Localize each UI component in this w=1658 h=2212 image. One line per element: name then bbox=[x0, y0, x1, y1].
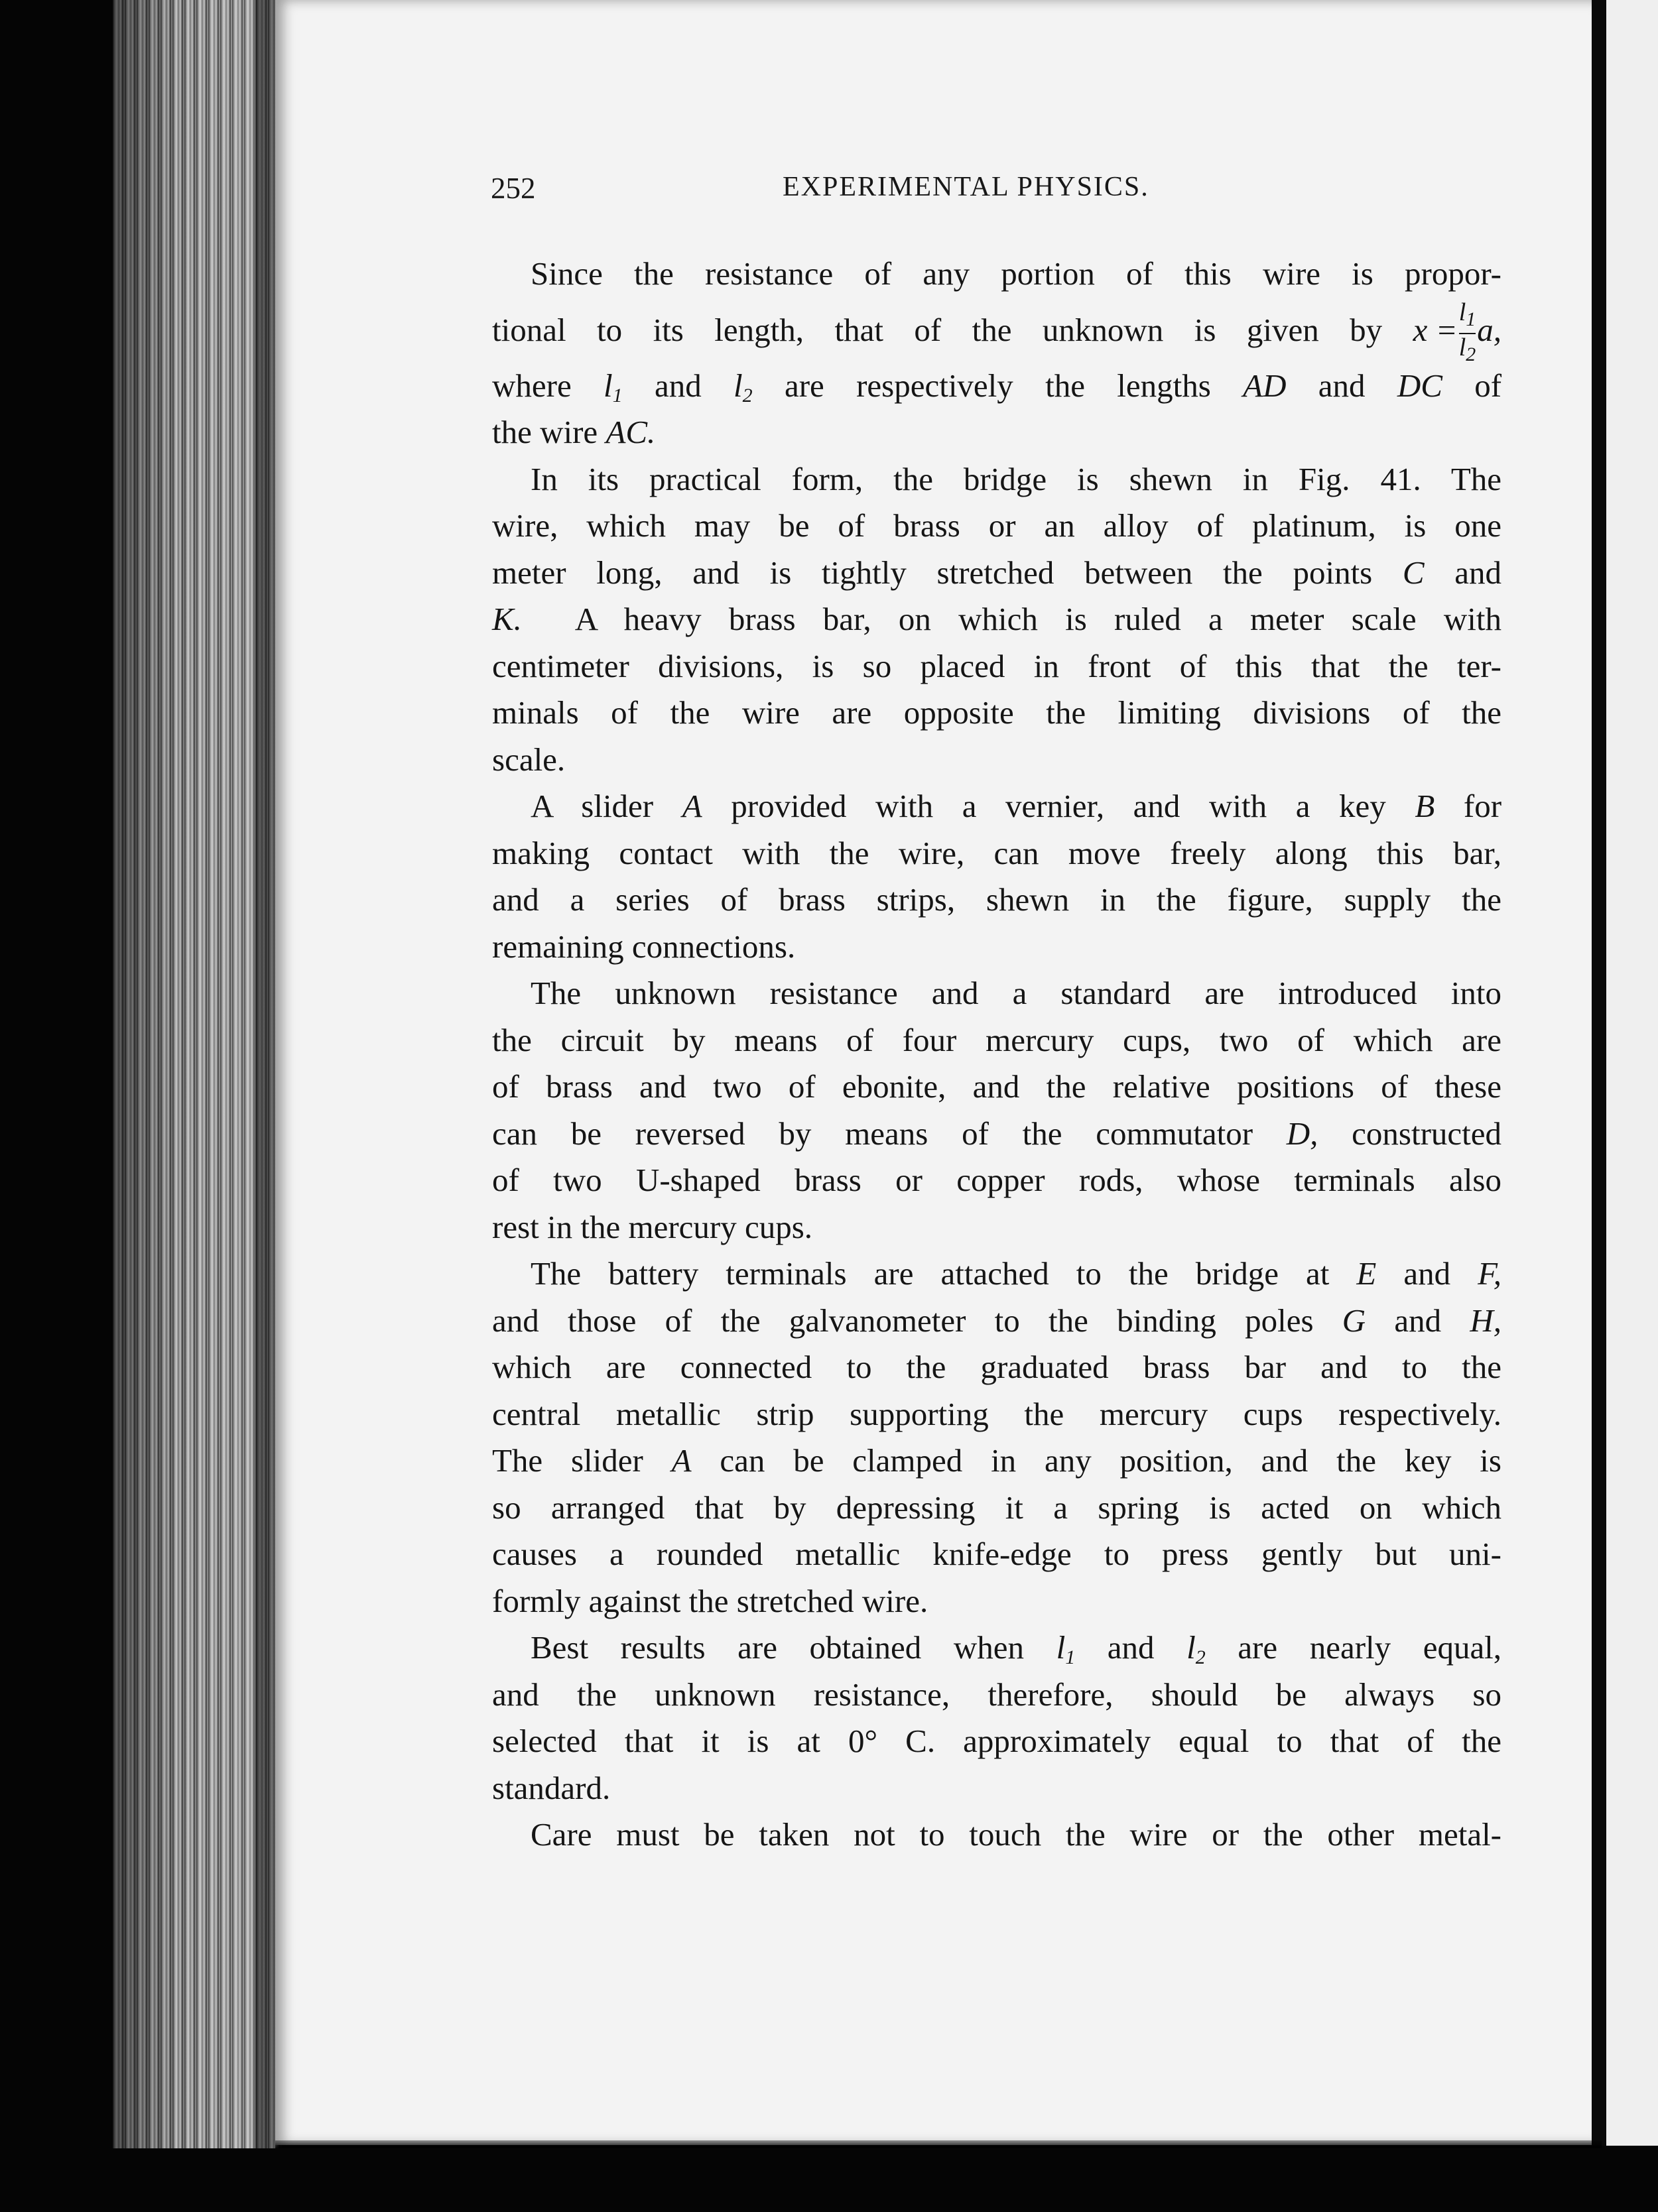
var-l2 bbox=[733, 367, 753, 404]
text-line bbox=[492, 596, 1501, 643]
formula-lhs: x = bbox=[1413, 312, 1458, 349]
text-line: In its practical form, the bridge is shewn in Fig. 41. The bbox=[531, 460, 1501, 497]
running-title: EXPERIMENTAL PHYSICS. bbox=[783, 172, 1149, 202]
text-line: central metallic strip supporting the mercury cups respectively. bbox=[492, 1395, 1501, 1432]
text-line: so arranged that by depressing it a spring is acted on which bbox=[492, 1489, 1501, 1526]
text-segment: the wire bbox=[492, 414, 598, 450]
var-d: D, bbox=[1286, 1115, 1318, 1152]
text-segment: A heavy brass bar, on which is ruled a meter scale with bbox=[574, 601, 1502, 637]
text-line bbox=[492, 1298, 1501, 1345]
text-segment: and those of the galvanometer to the binding poles bbox=[492, 1302, 1314, 1339]
text-segment: tional to its length, that of the unknown is given by bbox=[492, 311, 1383, 348]
text-line bbox=[492, 409, 1501, 456]
text-segment: for bbox=[1463, 788, 1502, 824]
text-segment: and bbox=[1403, 1255, 1451, 1292]
page-gutter bbox=[1592, 0, 1606, 2146]
var-a: A bbox=[671, 1442, 692, 1479]
text-line bbox=[492, 1251, 1501, 1298]
var-e: E bbox=[1356, 1255, 1377, 1292]
text-segment: Best results are obtained when bbox=[531, 1629, 1024, 1666]
var-ad: AD bbox=[1243, 367, 1287, 404]
text-segment: and bbox=[1107, 1629, 1155, 1666]
denominator-var: l bbox=[1458, 334, 1466, 362]
text-line: standard. bbox=[492, 1769, 611, 1806]
page-number: 252 bbox=[491, 172, 536, 205]
text-line: formly against the stretched wire. bbox=[492, 1582, 928, 1619]
text-segment: and bbox=[1454, 554, 1502, 591]
fraction-numerator bbox=[1459, 299, 1476, 334]
text-line-with-formula bbox=[492, 298, 1501, 366]
var-b: B bbox=[1415, 788, 1435, 824]
text-segment: of bbox=[1474, 367, 1502, 404]
text-line: remaining connections. bbox=[492, 928, 796, 965]
next-page-edge bbox=[1606, 0, 1658, 2146]
text-segment: The battery terminals are attached to the bridge at bbox=[531, 1255, 1330, 1292]
text-line: and a series of brass strips, shewn in the figure, supply the bbox=[492, 881, 1501, 918]
var: l bbox=[604, 367, 613, 404]
var-l2 bbox=[1186, 1629, 1206, 1666]
var-ac: AC. bbox=[606, 414, 656, 450]
running-head bbox=[491, 171, 1499, 217]
text-segment: constructed bbox=[1352, 1115, 1502, 1152]
var-sub: 2 bbox=[1195, 1646, 1206, 1668]
var-dc: DC bbox=[1397, 367, 1442, 404]
text-line: of two U-shaped brass or copper rods, whose terminals also bbox=[492, 1162, 1501, 1198]
var: l bbox=[1186, 1629, 1196, 1666]
text-line: minals of the wire are opposite the limiting divisions of the bbox=[492, 694, 1501, 731]
text-segment: and bbox=[1394, 1302, 1442, 1339]
body-text bbox=[492, 251, 1501, 1859]
text-segment: where bbox=[492, 367, 572, 404]
var: l bbox=[1056, 1629, 1066, 1666]
text-line bbox=[492, 1111, 1501, 1158]
text-line: Care must be taken not to touch the wire or the other metal- bbox=[531, 1816, 1501, 1853]
var-l1 bbox=[604, 367, 623, 404]
text-line: rest in the mercury cups. bbox=[492, 1208, 813, 1245]
var-sub: 2 bbox=[742, 384, 753, 406]
text-segment: are nearly equal, bbox=[1238, 1629, 1502, 1666]
text-segment: The slider bbox=[492, 1442, 643, 1479]
text-line bbox=[492, 783, 1501, 830]
formula-rhs: a, bbox=[1477, 312, 1501, 349]
var-sub: 1 bbox=[1065, 1646, 1076, 1668]
text-line bbox=[492, 550, 1501, 597]
text-line: making contact with the wire, can move freely along this bar, bbox=[492, 834, 1501, 871]
text-line: which are connected to the graduated brass bar and to the bbox=[492, 1349, 1501, 1385]
text-line bbox=[492, 1438, 1501, 1485]
text-segment: and bbox=[654, 367, 702, 404]
text-line bbox=[492, 363, 1501, 410]
text-line: of brass and two of ebonite, and the relative positions of these bbox=[492, 1068, 1501, 1105]
text-segment: and bbox=[1318, 367, 1366, 404]
text-line: the circuit by means of four mercury cups, two of which are bbox=[492, 1021, 1501, 1058]
var-f: F, bbox=[1478, 1255, 1501, 1292]
text-line: wire, which may be of brass or an alloy of platinum, is one bbox=[492, 507, 1501, 544]
var-a: A bbox=[682, 788, 702, 824]
text-segment: meter long, and is tightly stretched between the points bbox=[492, 554, 1373, 591]
formula-fraction bbox=[1459, 299, 1476, 368]
resistance-formula bbox=[1413, 298, 1501, 368]
text-line: Since the resistance of any portion of this wire is propor- bbox=[531, 255, 1501, 292]
text-line bbox=[492, 1625, 1501, 1672]
page-bottom-shadow bbox=[275, 2140, 1602, 2148]
text-segment: are respectively the lengths bbox=[784, 367, 1211, 404]
text-segment: can be reversed by means of the commutator bbox=[492, 1115, 1253, 1152]
var-h: H, bbox=[1470, 1302, 1501, 1339]
text-line: scale. bbox=[492, 741, 566, 778]
var-l1 bbox=[1056, 1629, 1076, 1666]
var: l bbox=[733, 367, 743, 404]
var-g: G bbox=[1342, 1302, 1366, 1339]
numerator-sub: 1 bbox=[1466, 308, 1476, 331]
var-sub: 1 bbox=[612, 384, 623, 406]
text-line: and the unknown resistance, therefore, should be always so bbox=[492, 1676, 1501, 1713]
numerator-var: l bbox=[1458, 298, 1466, 327]
text-line: The unknown resistance and a standard are introduced into bbox=[531, 975, 1501, 1011]
book-page-edges bbox=[113, 0, 279, 2148]
denominator-sub: 2 bbox=[1466, 343, 1476, 366]
text-segment: A slider bbox=[531, 788, 654, 824]
text-line: selected that it is at 0° C. approximately equal to that of the bbox=[492, 1723, 1501, 1759]
text-line: causes a rounded metallic knife-edge to press gently but uni- bbox=[492, 1536, 1501, 1572]
var-k: K. bbox=[492, 601, 522, 637]
text-line: centimeter divisions, is so placed in front of this that the ter- bbox=[492, 647, 1501, 684]
text-segment: provided with a vernier, and with a key bbox=[731, 788, 1386, 824]
var-c: C bbox=[1402, 554, 1425, 591]
text-segment: can be clamped in any position, and the key is bbox=[720, 1442, 1501, 1479]
